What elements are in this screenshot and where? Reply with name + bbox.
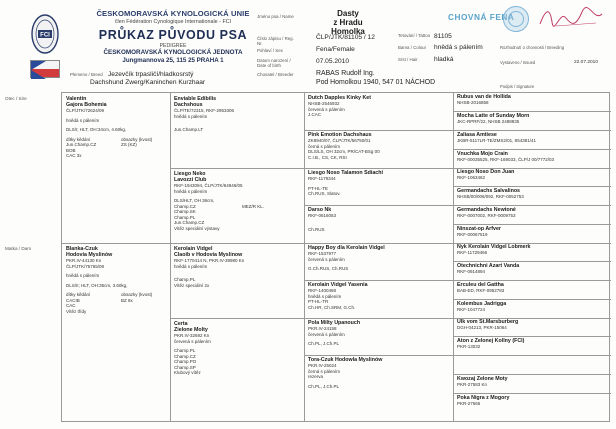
dam-dam-cell	[174, 321, 302, 421]
g4-name: Rubus van de Hollida	[457, 94, 511, 100]
hair-value: hladká	[434, 56, 454, 63]
reg-no-label: Číslo zápisu / Reg. Nr.	[257, 36, 294, 46]
g3-reg: RKF-1537977	[308, 251, 337, 256]
breeder-name: RABAS Rudolf Ing.	[316, 70, 375, 77]
g4-reg: BAB-ED, RKF-0952783	[457, 288, 505, 293]
dam-reg2: ČLP/JTK/75765/09	[66, 263, 105, 269]
g4-reg: PKR-13032	[457, 344, 481, 349]
g3-cell	[308, 282, 451, 317]
g4-reg: RKF-0007002, RKF-0009753	[457, 213, 516, 218]
sire-sire-titles: Jun.Champ.LT	[174, 127, 204, 132]
dam-sire-color: hnědá s pálením	[174, 263, 208, 269]
dog-name-line2: z Hradu Homolka	[331, 18, 365, 36]
g3-name: Dutch Dapples Kinky Ket	[308, 95, 371, 101]
g4-name: Ulk vom St.Marsburberg	[457, 319, 519, 325]
tattoo-label: Tetování / Tattoo	[398, 33, 431, 38]
g4-reg: RKF-00035525, RKF-169033, ČLP/J 00/7772/03	[457, 157, 555, 162]
dam-label-a: dítky kědání	[66, 292, 91, 297]
svg-text:FCI: FCI	[40, 32, 50, 39]
breed-czech: Jezevčík trpasličí/hladkosrstý	[108, 71, 194, 78]
g3-reg: PKR.IV-24158	[308, 326, 337, 331]
sire-dam-kennel: Lavozzi Club	[174, 177, 207, 183]
g3-titles: Ch.PL, J.Ch.PL	[308, 341, 340, 346]
dam-dam-reg: PKR.IV-32692 Kn	[174, 333, 210, 338]
dog-name	[318, 9, 378, 36]
dam-dam-title-4: Champ.SP	[174, 364, 196, 370]
dam-kennel: Hodovía Myslinów	[66, 252, 113, 258]
dam-dam-title-1: Champ.PL	[174, 348, 196, 353]
club-name: ČESKOMORAVSKÁ KYNOLOGICKÁ UNIE	[96, 9, 250, 18]
sire-reg: ČLP/JTK/72624/09	[66, 108, 105, 113]
dam-sire-cell	[174, 246, 302, 316]
dam-cell	[66, 246, 168, 420]
g3-name: Darso Nk	[308, 207, 332, 213]
breeder-label: Chovatel / Breeder	[257, 72, 294, 77]
g3-color: červená s pálením	[308, 331, 345, 337]
g3-cell	[308, 320, 451, 354]
dam-dam-title-3: Champ.PO	[174, 359, 197, 364]
g4-reg: RKF-00067519	[457, 232, 488, 237]
sire-title-b: ZS (KZ)	[121, 142, 137, 147]
g3-titles: J.CAC	[308, 112, 322, 117]
g4-name: Mocha Latte of Sunday Morn	[457, 113, 530, 119]
dam-label-b: obsazky (kvost)	[121, 292, 153, 297]
g3-extra: PT-HL-TR	[308, 299, 329, 304]
hair-label: Srst / Hair	[398, 57, 418, 62]
g4-reg: PKR-27583 Kn	[457, 382, 488, 387]
sire-sire-name: Enviable Edibilis	[174, 96, 217, 102]
club-membership: člen Fédération Cynologique Internationale - FCI	[114, 19, 232, 25]
g4-name: Zaliasa Amtiese	[457, 132, 497, 138]
g3-reg: ZK8940/07, ČLP/JTK/56750/01	[308, 138, 371, 143]
signature-label: Podpis / Signature	[500, 84, 535, 89]
dam-reg: PKR.IV-44130 Kn	[66, 258, 102, 263]
g4-cell	[457, 169, 609, 186]
g3-cell	[308, 170, 451, 204]
g4-reg: DGH-04213, PKR-15064	[457, 325, 507, 330]
dob-label: Datum narození / Date of birth	[257, 58, 291, 68]
sire-dam-title-5: Vítěz speciální výstavy	[174, 225, 220, 231]
sire-title-bob: BOB	[66, 147, 76, 153]
dam-sire-kennel: Claoib v Hodovía Myslinow	[174, 252, 243, 258]
signature-mark	[536, 4, 606, 30]
g4-name: Erculeu del Gattha	[457, 282, 504, 288]
sex-value: Fena/Female	[316, 46, 355, 53]
g4-reg: RKF-0914894	[457, 269, 486, 274]
g4-name: Kwozaj Zelone Moty	[457, 376, 508, 382]
g4-name: Nyk Kerolain Vidgel Lobmerk	[457, 244, 531, 250]
g4-cell	[457, 94, 609, 111]
czech-flag-icon	[30, 60, 60, 78]
sire-label-b: obsazky (kvost)	[121, 136, 153, 142]
dam-health: DLS/II; HLT, OH:35cm, 3.60kg,	[66, 282, 128, 288]
g3-color: černá s pálením	[308, 143, 341, 149]
sire-title-a: Jun.Champ.CZ	[66, 142, 97, 147]
g4-name: Kolembus Jadrigga	[457, 301, 507, 307]
g4-cell	[457, 301, 609, 318]
dam-title-b: BZ 8x	[121, 297, 133, 303]
sire-kennel: Gajora Bohemia	[66, 102, 107, 108]
sire-dam-title-3: Champ.PL	[174, 214, 196, 220]
g4-name: Poka Nigra z Mogory	[457, 395, 510, 401]
g3-titles: C.I.B., CS, CK, RSI	[308, 154, 347, 160]
g4-reg: JKC-RPRF/22, NHSB 2498835	[457, 119, 520, 124]
g4-cell	[457, 263, 609, 280]
dam-name: Blanka-Czuk	[66, 246, 98, 252]
g3-titles: G.Ch.RUS, Ch.RUS	[308, 266, 349, 271]
dam-sire-reg: RKF-1770414 N, PKR.IV-39980 Kn	[174, 258, 245, 263]
document-subtitle: PEDIGREE	[159, 43, 187, 49]
dam-title-a: CACIB	[66, 297, 80, 303]
issued-date: 22.07.2010	[574, 60, 599, 65]
pedigree-grid	[61, 92, 610, 422]
g3-name: Pola Milty Upanouch	[308, 320, 361, 326]
dog-name-line1: Dasty	[337, 9, 359, 18]
color-value: hnědá s pálením	[434, 44, 483, 51]
sire-dam-title-2: Champ.SK	[174, 209, 196, 214]
g4-name: Ninszat-op Arfver	[457, 226, 501, 232]
g3-titles: Ch.PL, J.Ch.PL	[308, 383, 340, 389]
g4-name: Aton z Zelonej Kollny (FCI)	[457, 338, 525, 344]
g4-reg: NHSB-2016858	[457, 100, 489, 105]
dam-dam-title-2: Champ.CZ	[174, 353, 196, 359]
dam-sire-title-2: Vítěz speciální 2x	[174, 282, 210, 288]
sire-dam-cell	[174, 171, 302, 241]
g3-color: černá s pálením	[308, 368, 341, 374]
g4-cell	[457, 188, 609, 205]
name-label: Jméno psa / Name	[257, 14, 294, 19]
g3-cell	[308, 357, 451, 421]
sire-dam-dls: DLS/HLT, OH 36cm,	[174, 198, 215, 203]
dam-dam-name: Certa	[174, 321, 188, 327]
g3-titles: Ch.RUS	[308, 226, 325, 232]
tattoo-value: 81105	[434, 33, 452, 40]
sire-color: hnědá s pálením	[66, 117, 100, 123]
dam-side-label: Matka / Dam	[5, 246, 32, 251]
g4-cell	[457, 151, 609, 168]
g4-cell	[457, 244, 609, 261]
sire-sire-kennel: Dachshous	[174, 102, 203, 108]
g3-cell	[308, 95, 451, 129]
sire-dam-title-1: Champ.CZ	[174, 203, 196, 209]
g4-cell	[457, 376, 609, 393]
g3-extra: DLS/LS, OH 32cm, PR/CAT-BSg 00	[308, 149, 380, 154]
g4-cell	[457, 395, 609, 412]
sire-sire-reg: ČLP/TE/72315, RKF-2953306	[174, 108, 235, 113]
color-label: Barva / Colour	[398, 45, 427, 50]
g3-extra: rezerva	[308, 374, 324, 379]
g3-color: červená s pálením	[308, 106, 345, 112]
issuer-name: ČESKOMORAVSKÁ KYNOLOGICKÁ JEDNOTA	[103, 49, 243, 56]
g3-color: červená s pálením	[308, 256, 345, 262]
sire-dam-title-1b: MEZ/R KL.	[242, 203, 265, 209]
g4-cell	[457, 226, 609, 243]
dam-color: hnědá s pálením	[66, 273, 100, 278]
g4-reg: RKF-1063462	[457, 175, 486, 180]
sire-cell	[66, 96, 168, 240]
g3-reg: NHSB-2546932	[308, 101, 340, 106]
fci-logo	[30, 12, 60, 56]
g3-reg: RKF-0616053	[308, 213, 337, 218]
breed-german: Dachshund Zwerg/Kaninchen Kurzhaar	[90, 79, 206, 86]
g3-reg: PKR.IV-25024	[308, 363, 337, 368]
g3-titles: Ch.HR, Ch.SRM, G.Ch.	[308, 304, 356, 310]
dam-dam-kennel: Zielone Molty	[174, 327, 208, 333]
sex-label: Pohlaví / Sex	[257, 48, 283, 53]
breeding-grade: CHOVNÁ FENA	[448, 12, 515, 22]
g4-name: Germandachs Salvalinos	[457, 188, 521, 194]
g4-name: Liesgo Noso Don Juan	[457, 169, 515, 175]
breed-label: Plemeno / Breed	[70, 72, 103, 77]
dam-dam-title-5: Klubový vítěz	[174, 370, 201, 375]
g3-extra: PT-HL-TE	[308, 185, 329, 191]
sire-side-label: Otec / Sire	[5, 96, 27, 101]
sire-dam-name: Liesgo Neko	[174, 171, 206, 177]
sire-dam-color: hnědá s pálením	[174, 188, 208, 194]
g4-reg: JKBR-5117LR-TE/ZMS2/01, 854381/41	[457, 138, 536, 143]
sire-sire-color: hnědá s pálením	[174, 113, 208, 119]
sire-title-cac: CAC 3x	[66, 153, 82, 158]
breeder-address: Pod Homolkou 1940, 547 01 NÁCHOD	[316, 79, 436, 86]
dam-title-cac: CAC	[66, 303, 76, 308]
g4-cell	[457, 207, 609, 224]
g4-name: Otechnichni Azart Vanda	[457, 263, 520, 269]
g3-cell	[308, 245, 451, 279]
g3-color: hnědá s pálením	[308, 293, 342, 299]
g3-titles: Ch.RUS, Slatov.	[308, 191, 341, 196]
g4-reg: RKF-11729466	[457, 250, 488, 255]
g3-name: Tora-Czuk Hodowla Myslinów	[308, 357, 383, 363]
g4-cell	[457, 132, 609, 149]
g3-name: Pink Emotion Dachshaus	[308, 132, 372, 138]
issuer-address: Jungmannova 25, 115 25 PRAHA 1	[122, 57, 224, 64]
g3-cell	[308, 132, 451, 167]
g4-cell	[457, 113, 609, 130]
g4-name: Vnuchka Mojo Crain	[457, 151, 508, 157]
g4-cell	[457, 338, 609, 355]
g3-reg: RKF-1400468	[308, 288, 337, 293]
dam-dam-color: červená s pálením	[174, 338, 211, 344]
sire-dam-reg: RKF-1943094, ČLP/JTK/64946/05	[174, 183, 243, 188]
dam-title-class: Vítěz třídy	[66, 308, 87, 314]
g4-cell	[457, 282, 609, 299]
issued-label: Vystaveno / Issued	[500, 60, 536, 65]
dob-value: 07.05.2010	[316, 58, 350, 65]
dam-sire-name: Kerolain Vidgel	[174, 246, 213, 252]
g3-name: Liesgo Noso Talamon Sdiachi	[308, 170, 383, 176]
sire-dam-title-4: Jun.Champ.CZ	[174, 220, 205, 225]
g3-name: Kerolain Vidgel Yasenia	[308, 282, 368, 288]
official-stamp	[503, 6, 529, 32]
sire-name: Valentin	[66, 96, 87, 102]
g4-cell	[457, 319, 609, 336]
dam-sire-titles: Champ.PL	[174, 277, 196, 282]
g3-cell	[308, 207, 451, 242]
document-title: PRŮKAZ PŮVODU PSA	[98, 28, 248, 42]
sire-sire-cell	[174, 96, 302, 166]
sire-health: DLS/I; HLT, OH:34cm, 4.60kg,	[66, 127, 127, 132]
g4-reg: PKR-27665	[457, 401, 481, 406]
g4-name: Germandachs Newtoné	[457, 207, 516, 213]
breeding-decision-label: Rozhodnutí o chovnosti / Breeding	[500, 45, 565, 50]
reg-number: ČLP/JTK/81105 / 12	[316, 34, 375, 41]
g3-reg: RKF-1179344	[308, 176, 336, 181]
sire-label-a: dítky kědání	[66, 136, 91, 142]
g3-name: Happy Boy dla Kerolain Vidgel	[308, 245, 385, 251]
g4-reg: RKF-1047724	[457, 307, 486, 312]
g4-reg: NHSB/00/006/092, RKF-0052753	[457, 194, 524, 199]
